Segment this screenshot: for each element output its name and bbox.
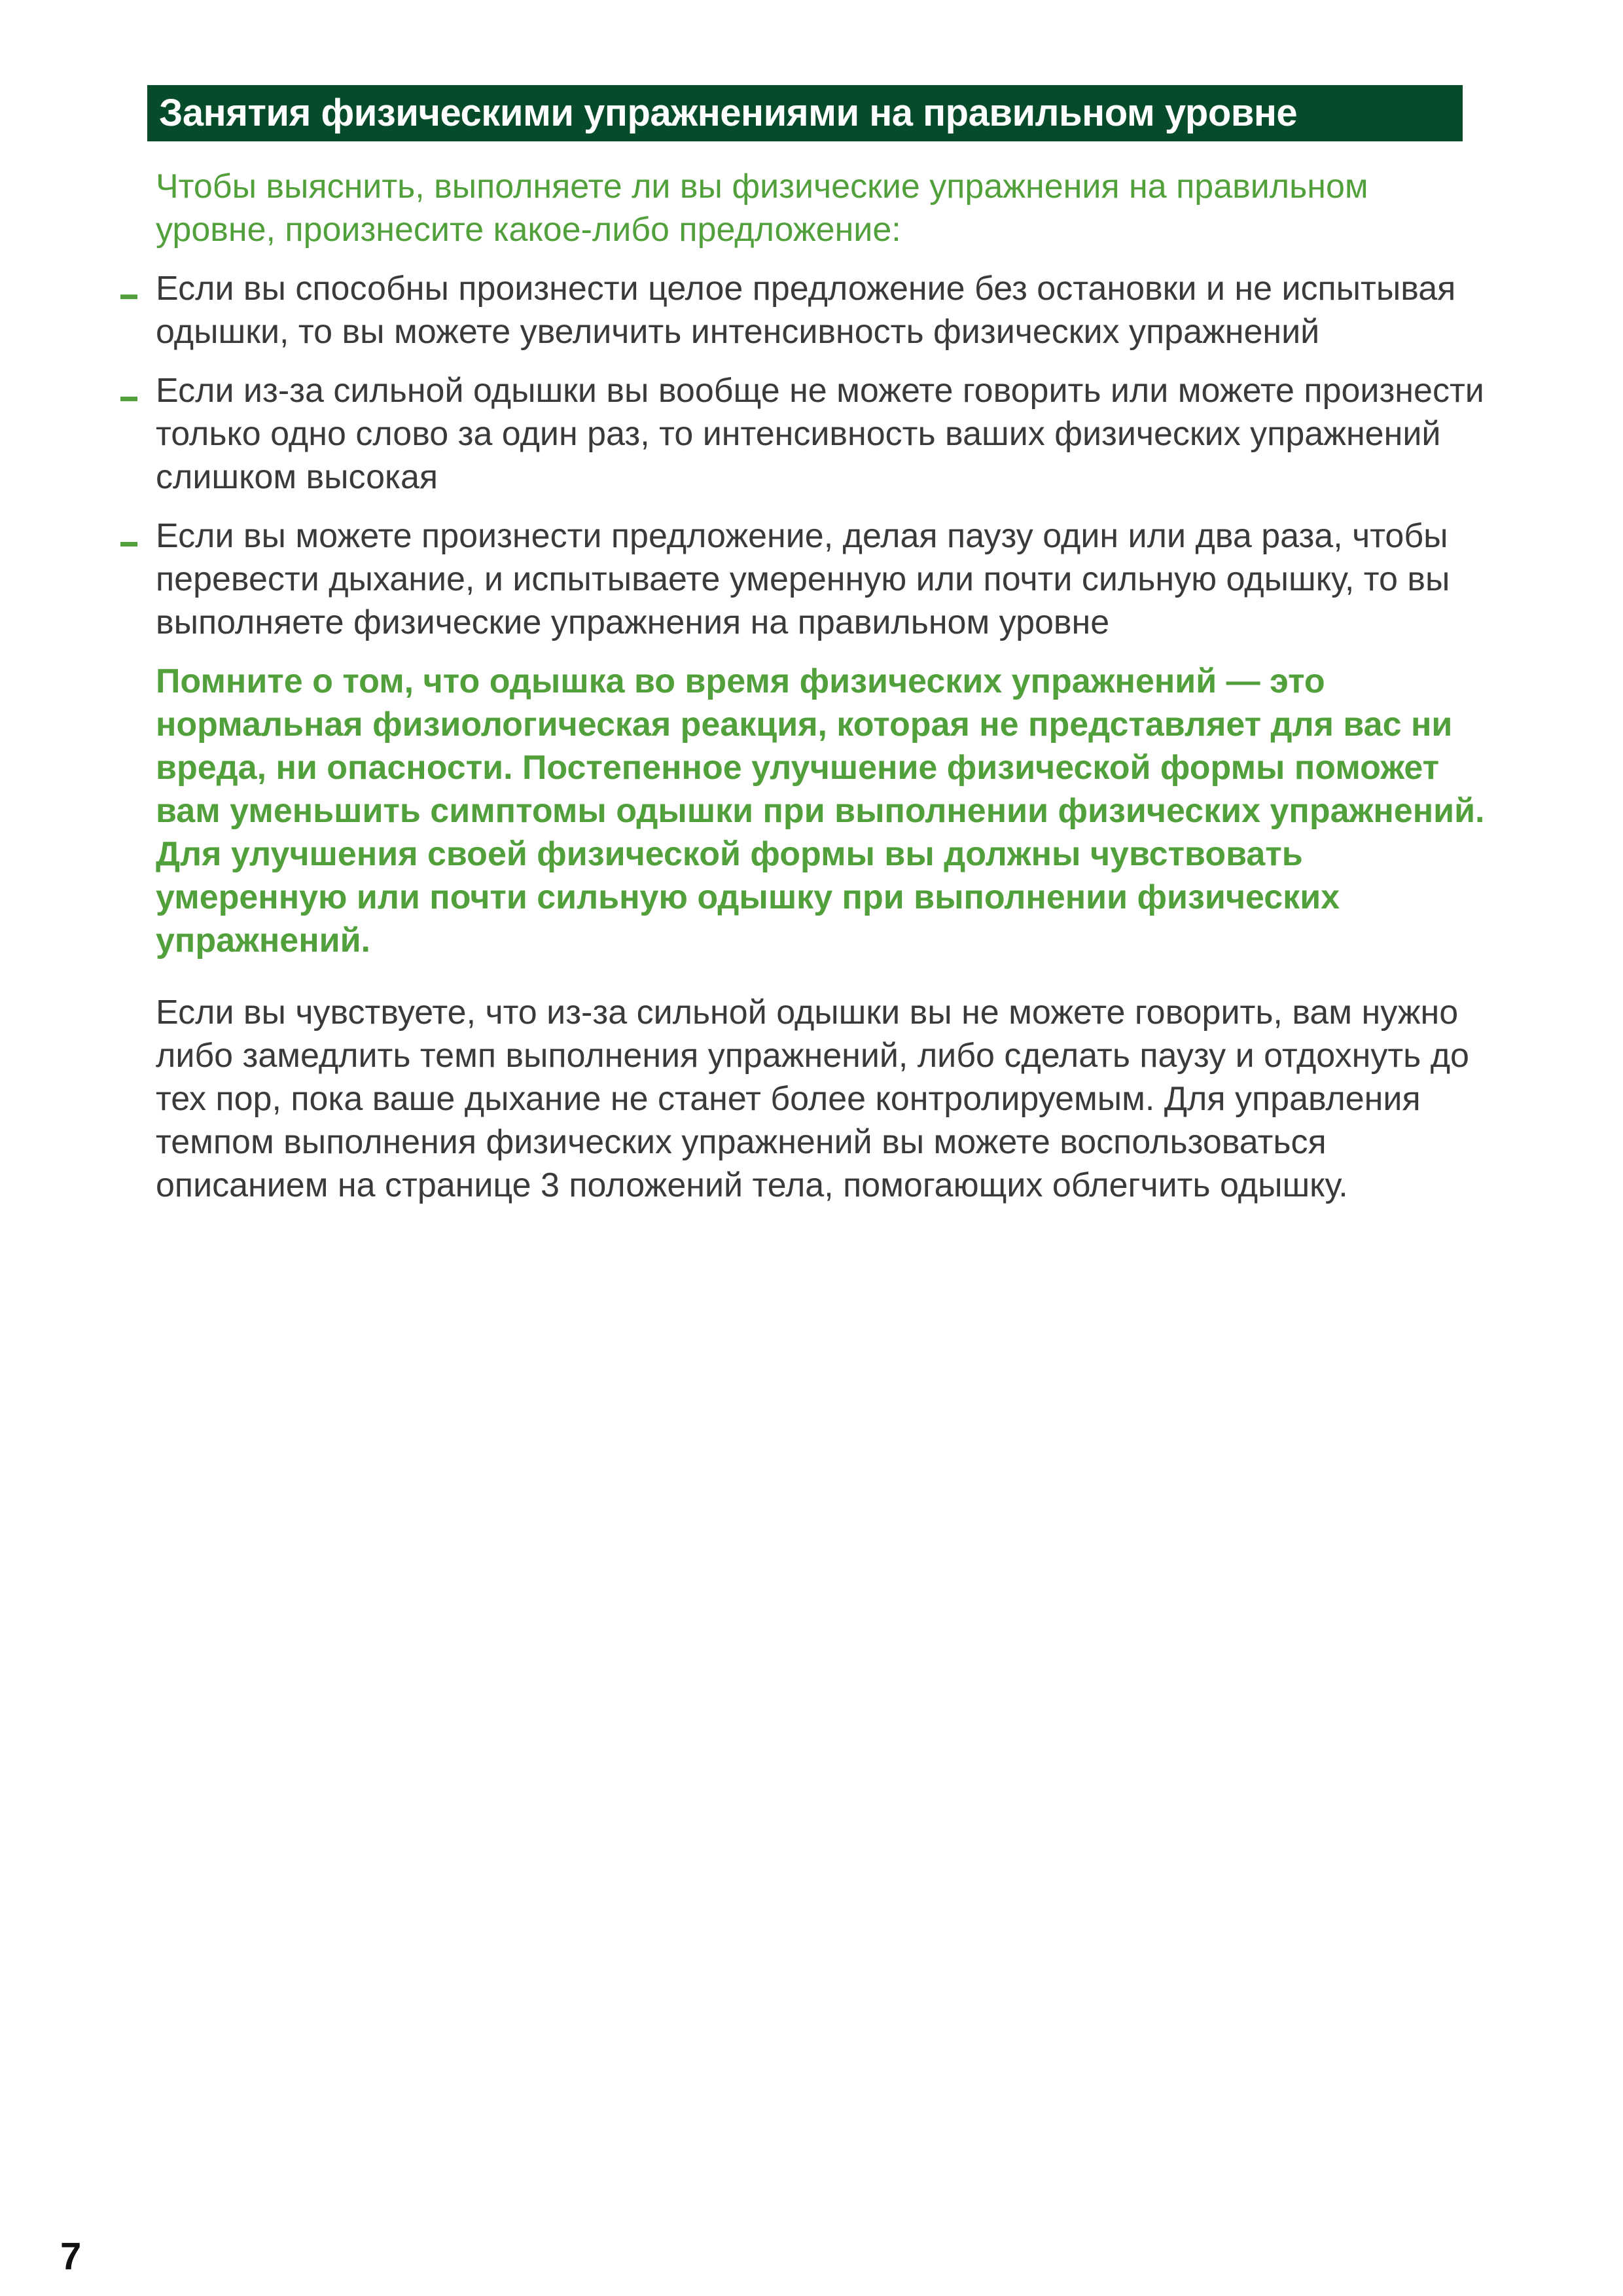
bullet-text: Если вы способны произнести целое предложение без остановки и не испытывая одышки, то вы можете увеличить интенсивность физических упражнений [156, 270, 1456, 351]
dash-bullet-icon [120, 542, 137, 547]
section-heading: Занятия физическими упражнениями на правильном уровне [147, 85, 1463, 141]
bullet-text: Если из-за сильной одышки вы вообще не можете говорить или можете произнести только одно слово за один раз, то интенсивность ваших физических упражнений слишком высокая [156, 372, 1484, 496]
bullet-text: Если вы можете произнести предложение, делая паузу один или два раза, чтобы перевести дыхание, и испытываете умеренную или почти сильную одышку, то вы выполняете физические упражнения на правильном уровне [156, 517, 1450, 641]
list-item [156, 369, 1491, 499]
intro-text: Чтобы выяснить, выполняете ли вы физические упражнения на правильном уровне, произнесите какое-либо предложение: [156, 168, 1368, 249]
dash-bullet-icon [120, 295, 137, 299]
list-item [156, 514, 1491, 644]
body-paragraph: Если вы чувствуете, что из-за сильной одышки вы не можете говорить, вам нужно либо замедлить темп выполнения упражнений, либо сделать паузу и отдохнуть до тех пор, пока ваше дыхание не станет более контролируемым. Для управления темпом выполнения физических упражнений вы можете воспользоваться описанием на странице 3 положений тела, помогающих облегчить одышку. [156, 994, 1469, 1204]
page-number: 7 [60, 2235, 82, 2278]
callout-text: Помните о том, что одышка во время физических упражнений — это нормальная физиологическая реакция, которая не представляет для вас ни вреда, ни опасности. Постепенное улучшение физической формы поможет вам уменьшить симптомы одышки при выполнении физических упражнений. Для улучшения своей физической формы вы должны чувствовать умеренную или почти сильную одышку при выполнении физических упражнений. [156, 662, 1485, 960]
bullet-list [156, 267, 1491, 644]
page-content [156, 165, 1491, 1207]
list-item [156, 267, 1491, 353]
dash-bullet-icon [120, 397, 137, 401]
